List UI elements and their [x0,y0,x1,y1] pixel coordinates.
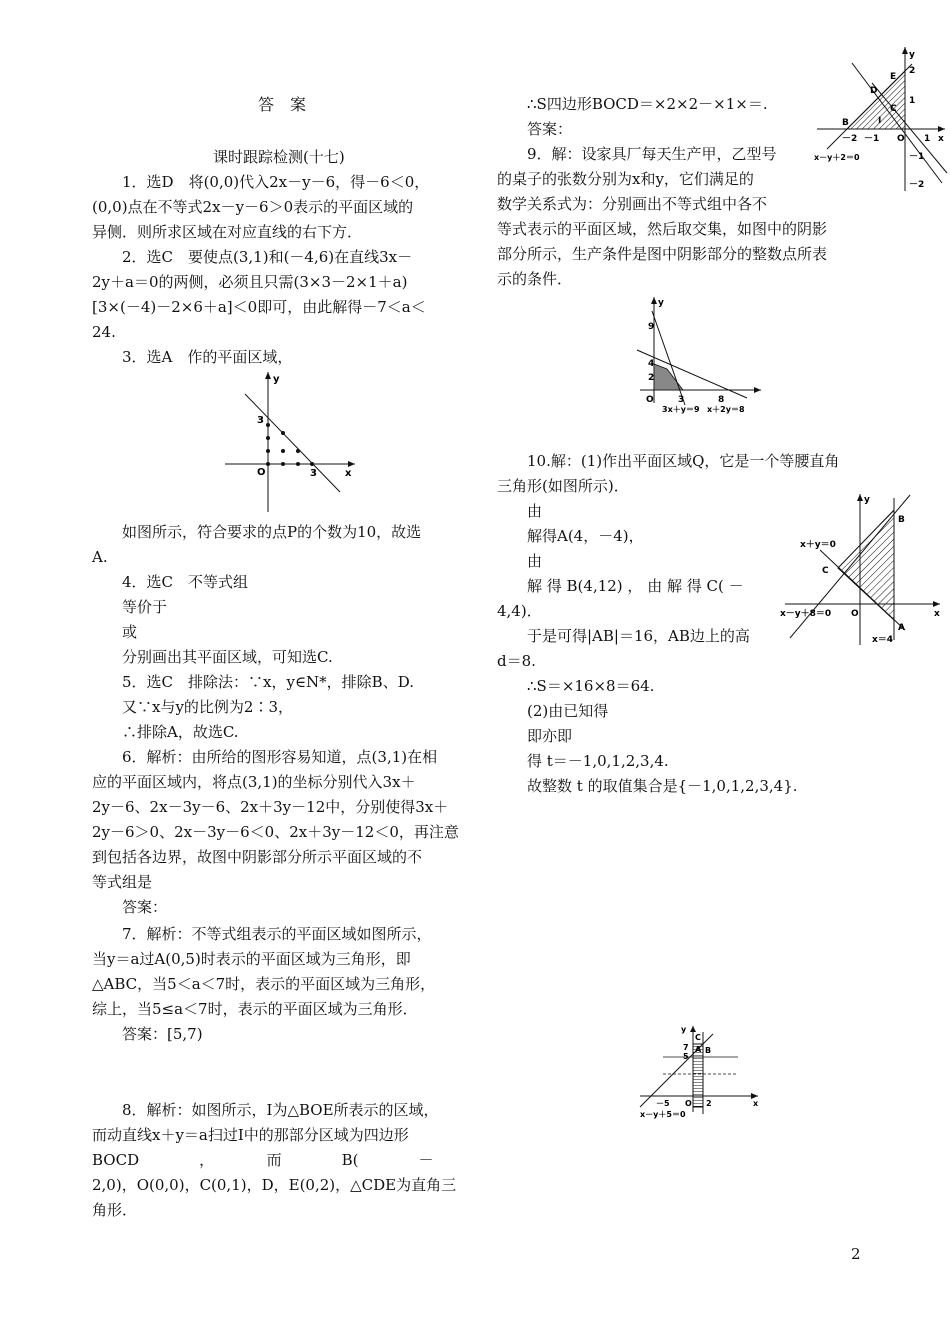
q10-line-12: 即亦即 [527,727,573,745]
q10-line-11: (2)由已知得 [527,702,609,720]
q8-x-label: x [938,134,944,144]
q3-y-label: y [273,374,280,385]
q9-line-a: 3x＋y＝9 [662,405,700,414]
q7-tick-neg5: －5 [656,1099,670,1108]
q9-line-b: x＋2y＝8 [707,405,745,414]
q7-label-B: B [705,1046,712,1055]
q9-origin: O [646,395,654,405]
q6-line-1: 6．解析：由所给的图形容易知道，点(3,1)在相 [122,748,438,766]
q9-tick-9: 9 [648,322,655,332]
q3-x-tick: 3 [310,468,317,479]
q8-label-E: E [890,72,897,82]
q7-label-C: C [695,1033,701,1042]
q8-label-I: I [878,116,882,126]
q1-line-2: (0,0)点在不等式2x－y－6＞0表示的平面区域的 [92,198,414,216]
q10-line-xy0: x＋y＝0 [800,540,836,550]
q2-line-1: 2．选C 要使点(3,1)和(－4,6)在直线3x－ [122,248,413,266]
q9-tick-8: 8 [718,395,725,405]
q7-y-label: y [681,1025,687,1034]
q8-y-label: y [909,50,915,60]
q10-line-5: 由 [527,552,543,570]
q10-line-xy8: x－y＋8＝0 [780,609,832,619]
q10-line-14: 故整数 t 的取值集合是{－1,0,1,2,3,4}. [527,777,798,795]
q10-figure [780,490,945,650]
q10-line-7: 4,4)． [497,602,542,620]
q1-line-1: 1．选D 将(0,0)代入2x－y－6，得－6＜0， [122,173,430,191]
q4-line-1: 4．选C 不等式组 [122,573,249,591]
q2-line-4: 24. [92,323,116,341]
q7-line-1: 7．解析：不等式组表示的平面区域如图所示， [122,925,432,943]
q8-line-4: 2,0)，O(0,0)，C(0,1)，D，E(0,2)，△CDE为直角三 [92,1176,457,1194]
q8-tick-y-neg1: －1 [909,152,925,162]
q8-label-B: B [842,118,849,128]
q7-x-label: x [753,1099,759,1108]
q8-tick-2: 2 [909,66,916,76]
q10-x-label: x [934,609,940,619]
q9-line-4: 等式表示的平面区域，然后取交集，如图中的阴影 [497,220,828,238]
q7-line-label: x－y＋5＝0 [640,1110,686,1119]
section-subtitle: 课时跟踪检测(十七) [213,148,345,166]
q7-tick-5: 5 [683,1052,689,1061]
q4-line-4: 分别画出其平面区域，可知选C. [122,648,333,666]
q8-label-C: C [890,104,897,114]
q8-line-3: BOCD ， 而 B( － [92,1151,434,1169]
q3-figure [225,372,360,514]
page-number: 2 [851,1245,861,1263]
q9-tick-4: 4 [648,359,655,369]
q7-answer: 答案：[5,7) [122,1025,203,1043]
q10-label-C: C [822,566,829,576]
q10-label-B: B [898,515,905,525]
q8-line-label: x－y＋2＝0 [814,153,860,162]
q10-line-10: ∴S＝×16×8＝64. [527,677,655,695]
q10-label-A: A [898,623,905,633]
q8-tick-neg2: －2 [842,134,858,144]
q7-tick-2: 2 [706,1099,712,1108]
q10-line-3: 由 [527,502,543,520]
q8-answer: 答案： [527,120,573,138]
q3-x-label: x [345,468,352,479]
q8-origin: O [897,134,905,144]
q7-line-3: △ABC，当5＜a＜7时，表示的平面区域为三角形， [92,975,436,993]
q8-tick-y-neg2: －2 [909,180,925,190]
q8-tick-1: 1 [909,96,916,106]
q6-line-4: 2y－6＞0、2x－3y－6＜0、2x＋3y－12＜0，再注意 [92,823,459,841]
q9-tick-3: 3 [678,395,685,405]
q10-line-2: 三角形(如图所示)． [497,477,629,495]
q9-line-6: 示的条件． [497,270,573,288]
q10-y-label: y [864,495,870,505]
q3-origin: O [257,467,266,478]
q3-line-1: 3．选A 作的平面区域， [122,348,293,366]
q7-figure [638,1022,763,1120]
q10-line-9: d＝8. [497,652,536,670]
q2-line-2: 2y＋a＝0的两侧，必须且只需(3×3－2×1＋a) [92,273,408,291]
q3-y-tick: 3 [257,415,264,426]
q8-tick-neg1: －1 [864,134,880,144]
q10-line-6: 解 得 B(4,12) ， 由 解 得 C( － [527,577,744,595]
q8-label-D: D [870,86,878,96]
q9-line-3: 数学关系式为：分别画出不等式组中各不 [497,195,768,213]
q8-figure [812,43,950,193]
q6-answer: 答案： [122,898,168,916]
q8-line-2: 而动直线x＋y＝a扫过Ⅰ中的那部分区域为四边形 [92,1126,409,1144]
q8-tick-x1: 1 [924,134,931,144]
q7-label-A: A [695,1045,702,1054]
q4-line-2: 等价于 [122,598,168,616]
q10-line-4: 解得A(4，－4)， [527,527,644,545]
q9-line-1: 9．解：设家具厂每天生产甲，乙型号 [527,145,777,163]
q9-line-2: 的桌子的张数分别为x和y，它们满足的 [497,170,754,188]
q10-line-x4: x＝4 [872,635,894,645]
q1-line-3: 异侧．则所求区域在对应直线的右下方． [92,223,363,241]
q7-origin: O [685,1099,692,1108]
q8-line-5: 角形． [92,1201,138,1219]
q10-line-13: 得 t＝－1,0,1,2,3,4. [527,752,669,770]
q10-line-1: 10.解：(1)作出平面区域Q，它是一个等腰直角 [527,452,840,470]
q2-line-3: [3×(－4)－2×6＋a]＜0即可，由此解得－7＜a＜ [92,298,426,316]
q7-line-4: 综上，当5≤a＜7时，表示的平面区域为三角形． [92,1000,418,1018]
q9-figure [635,293,765,418]
q3-line-2: 如图所示，符合要求的点P的个数为10，故选 [122,523,422,541]
q7-line-2: 当y＝a过A(0,5)时表示的平面区域为三角形，即 [92,950,411,968]
q6-line-6: 等式组是 [92,873,153,891]
q7-tick-7: 7 [683,1043,689,1052]
q4-line-3: 或 [122,623,138,641]
q6-line-2: 应的平面区域内，将点(3,1)的坐标分别代入3x＋ [92,773,416,791]
q6-line-3: 2y－6、2x－3y－6、2x＋3y－12中，分别使得3x＋ [92,798,449,816]
q5-line-3: ∴排除A，故选C. [122,723,239,741]
q9-tick-2: 2 [648,373,655,383]
q8-area-result: ∴S四边形BOCD＝×2×2－×1×＝. [527,95,768,113]
q9-line-5: 部分所示，生产条件是图中阴影部分的整数点所表 [497,245,828,263]
q10-origin: O [851,609,859,619]
q5-line-1: 5．选C 排除法：∵x，y∈N*，排除B、D. [122,673,414,691]
q8-line-1: 8．解析：如图所示，Ⅰ为△BOE所表示的区域， [122,1101,439,1119]
answer-title: 答 案 [258,95,307,114]
q9-y-label: y [658,298,664,308]
q3-line-3: A. [92,548,108,566]
q6-line-5: 到包括各边界，故图中阴影部分所示平面区域的不 [92,848,423,866]
q5-line-2: 又∵x与y的比例为2∶3， [122,698,294,716]
q10-line-8: 于是可得|AB|＝16，AB边上的高 [527,627,750,645]
